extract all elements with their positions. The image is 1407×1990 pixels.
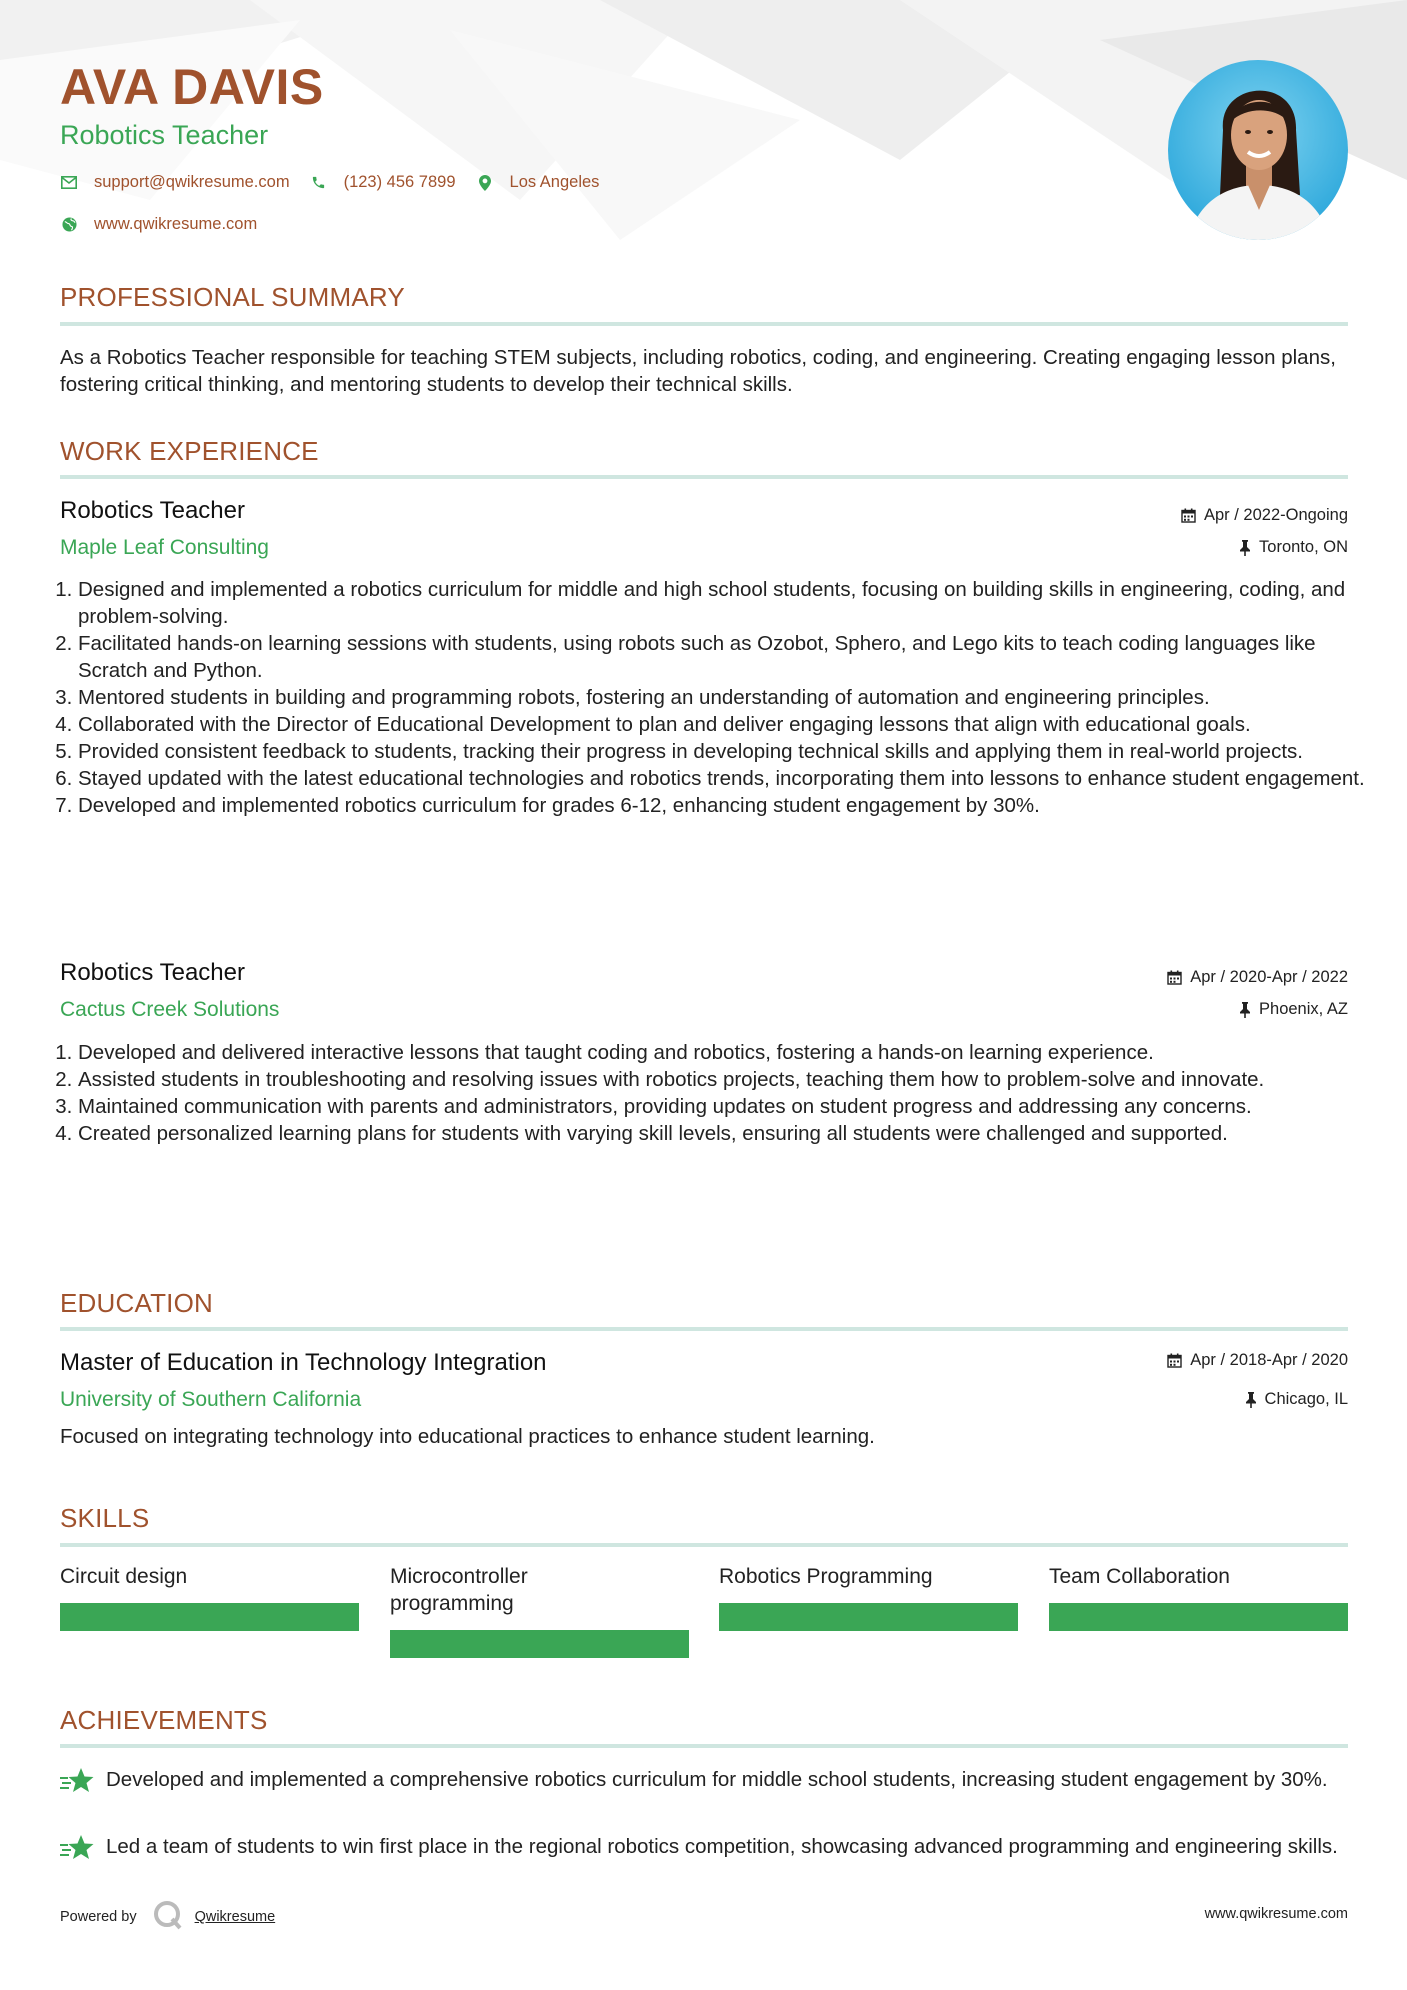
list-item: 4. Created personalized learning plans for students with varying skill levels, ensuring all students were challenged and supported. — [78, 1120, 1368, 1147]
list-item: 1. Designed and implemented a robotics curriculum for middle and high school students, focusing on building skills in engineering, coding, and problem-solving. — [78, 576, 1368, 630]
globe-icon — [60, 216, 78, 234]
envelope-icon — [60, 174, 78, 192]
achievement-item — [60, 1766, 1348, 1798]
location-text: Los Angeles — [509, 173, 600, 191]
qwikresume-logo-icon — [153, 1900, 183, 1934]
contact-website[interactable] — [60, 215, 257, 234]
website-text: www.qwikresume.com — [94, 215, 258, 233]
star-badge-icon — [60, 1766, 96, 1798]
contact-row-secondary — [60, 215, 277, 234]
summary-text: As a Robotics Teacher responsible for teaching STEM subjects, including robotics, coding, and engineering. Creating engaging lesson plans, fostering critical thinking, and mentoring students to develop their technical skills. — [60, 346, 1336, 396]
list-item: 6. Stayed updated with the latest educational technologies and robotics trends, incorporating them into lessons to enhance student engagement. — [78, 765, 1368, 792]
achievement-text: Developed and implemented a comprehensive robotics curriculum for middle school students, increasing student engagement by 30%. — [106, 1768, 1328, 1791]
skill-item — [390, 1563, 689, 1617]
job-title: Robotics Teacher — [60, 959, 245, 986]
skill-name: Robotics Programming — [719, 1565, 933, 1588]
skill-level-bar — [390, 1630, 689, 1658]
skill-item — [1049, 1563, 1348, 1590]
contact-phone[interactable] — [310, 173, 456, 192]
job-responsibilities — [60, 576, 1368, 819]
job-dates — [1181, 506, 1348, 525]
pushpin-icon — [1245, 1392, 1257, 1408]
degree-title: Master of Education in Technology Integration — [60, 1349, 547, 1376]
section-divider — [60, 1543, 1348, 1547]
section-divider — [60, 1327, 1348, 1331]
section-title-achievements: ACHIEVEMENTS — [60, 1705, 268, 1735]
skill-level-bar — [60, 1603, 359, 1631]
pushpin-icon — [1239, 540, 1251, 556]
education-description: Focused on integrating technology into educational practices to enhance student learning. — [60, 1425, 875, 1448]
achievement-item — [60, 1833, 1348, 1865]
section-title-experience: WORK EXPERIENCE — [60, 436, 319, 466]
calendar-icon — [1181, 508, 1196, 523]
job-location — [1239, 1000, 1348, 1019]
skill-level-bar — [1049, 1603, 1348, 1631]
job-company: Maple Leaf Consulting — [60, 536, 269, 559]
section-divider — [60, 475, 1348, 479]
candidate-name: AVA DAVIS — [60, 59, 324, 115]
calendar-icon — [1167, 1353, 1182, 1368]
section-title-summary: PROFESSIONAL SUMMARY — [60, 282, 405, 312]
education-dates — [1167, 1351, 1348, 1370]
list-item: 1. Developed and delivered interactive lessons that taught coding and robotics, fostering a hands-on learning experience. — [78, 1039, 1368, 1066]
skill-name: Microcontroller programming — [390, 1565, 528, 1615]
phone-icon — [310, 174, 328, 192]
education-location — [1245, 1390, 1348, 1409]
job-location-text: Toronto, ON — [1259, 538, 1348, 556]
pushpin-icon — [1239, 1002, 1251, 1018]
achievement-text: Led a team of students to win first place in the regional robotics competition, showcasing advanced programming and engineering skills. — [106, 1835, 1338, 1858]
section-divider — [60, 1744, 1348, 1748]
section-title-skills: SKILLS — [60, 1503, 150, 1533]
section-divider — [60, 322, 1348, 326]
skill-item — [60, 1563, 359, 1590]
star-badge-icon — [60, 1833, 96, 1865]
phone-text: (123) 456 7899 — [343, 173, 456, 191]
job-responsibilities — [60, 1039, 1368, 1147]
section-title-education: EDUCATION — [60, 1288, 213, 1318]
skill-item — [719, 1563, 1018, 1590]
job-dates-text: Apr / 2020-Apr / 2022 — [1190, 968, 1348, 986]
contact-location — [476, 173, 600, 192]
map-marker-icon — [476, 174, 494, 192]
list-item: 3. Mentored students in building and programming robots, fostering an understanding of automation and engineering principles. — [78, 684, 1368, 711]
qwikresume-link[interactable]: Qwikresume — [194, 1909, 276, 1925]
candidate-role: Robotics Teacher — [60, 120, 269, 150]
education-location-text: Chicago, IL — [1264, 1390, 1348, 1408]
job-company: Cactus Creek Solutions — [60, 998, 280, 1021]
footer-website[interactable]: www.qwikresume.com — [1204, 1906, 1348, 1922]
skill-name: Circuit design — [60, 1565, 188, 1588]
list-item: 5. Provided consistent feedback to students, tracking their progress in developing technical skills and applying them in real-world projects. — [78, 738, 1368, 765]
job-location-text: Phoenix, AZ — [1259, 1000, 1348, 1018]
footer-powered-by — [60, 1900, 275, 1934]
calendar-icon — [1167, 970, 1182, 985]
list-item: 2. Assisted students in troubleshooting and resolving issues with robotics projects, teaching them how to problem-solve and innovate. — [78, 1066, 1368, 1093]
school-name: University of Southern California — [60, 1388, 362, 1411]
email-text: support@qwikresume.com — [94, 173, 290, 191]
job-dates-text: Apr / 2022-Ongoing — [1203, 506, 1348, 524]
list-item: 3. Maintained communication with parents and administrators, providing updates on student progress and addressing any concerns. — [78, 1093, 1368, 1120]
contact-row-primary — [60, 173, 619, 192]
job-dates — [1167, 968, 1348, 987]
skill-level-bar — [719, 1603, 1018, 1631]
list-item: 7. Developed and implemented robotics curriculum for grades 6-12, enhancing student engagement by 30%. — [78, 792, 1368, 819]
powered-by-label: Powered by — [60, 1909, 137, 1925]
list-item: 2. Facilitated hands-on learning sessions with students, using robots such as Ozobot, Sphero, and Lego kits to teach coding languages like Scratch and Python. — [78, 630, 1368, 684]
job-location — [1239, 538, 1348, 557]
list-item: 4. Collaborated with the Director of Educational Development to plan and deliver engaging lessons that align with educational goals. — [78, 711, 1368, 738]
profile-photo — [1168, 60, 1348, 240]
contact-email[interactable] — [60, 173, 290, 192]
job-title: Robotics Teacher — [60, 497, 245, 524]
education-dates-text: Apr / 2018-Apr / 2020 — [1190, 1351, 1348, 1369]
skill-name: Team Collaboration — [1049, 1565, 1230, 1588]
